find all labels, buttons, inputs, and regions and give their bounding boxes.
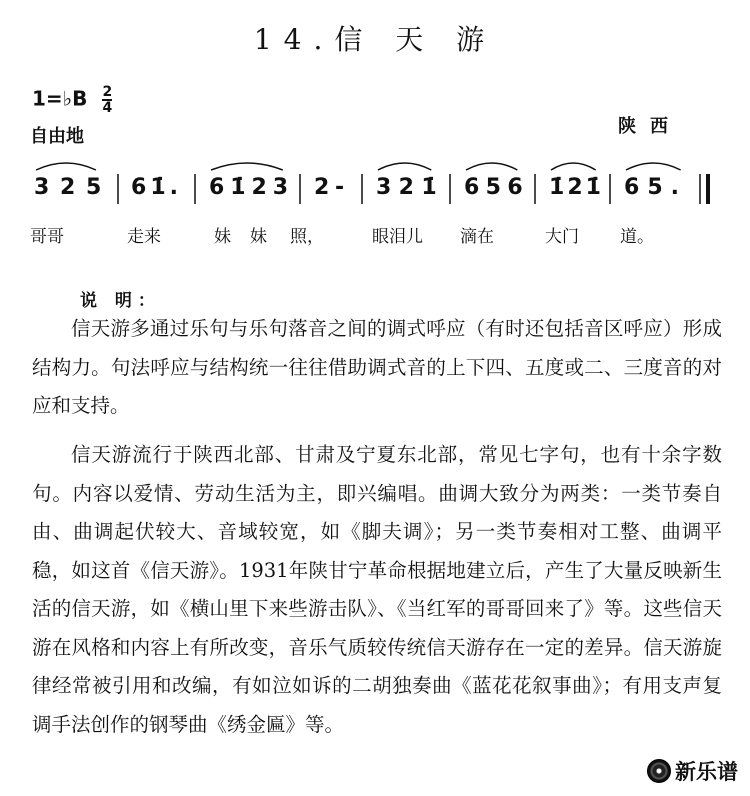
score-note: . — [670, 175, 680, 200]
score-note: 6 — [131, 175, 147, 200]
slur-arc — [36, 163, 96, 170]
score-note: 5 — [647, 175, 663, 200]
record-disc-icon — [647, 759, 671, 783]
slur-arc — [626, 163, 681, 170]
score-note: 1̇ — [585, 175, 601, 200]
explanation-heading: 说 明： — [80, 291, 161, 311]
lyric-5: 照， — [290, 227, 324, 247]
region-label: 陕西 — [618, 116, 682, 137]
score-note: 6 — [624, 175, 640, 200]
score-measure-1 — [34, 163, 101, 200]
score-note: 3 — [376, 175, 392, 200]
lyric-7: 滴在 — [460, 227, 494, 247]
watermark-text: 新乐谱 — [675, 760, 738, 784]
explanation-paragraph-2: 信天游流行于陕西北部、甘肃及宁夏东北部，常见七字句，也有十余字数句。内容以爱情、劳动生活为主，即兴编唱。曲调大致分为两类：一类节奏自由、曲调起伏较大、音域较宽，如《脚夫调》；另一类节奏相对工整、曲调平稳，如这首《信天游》。1931年陕甘宁革命根据地建立后，产生了大量反映新生活的信天游，如《横山里下来些游击队》、《当红军的哥哥回来了》等。这些信天游在风格和内容上有所改变，音乐气质较传统信天游存在一定的差异。信天游旋律经常被引用和改编，有如泣如诉的二胡独奏曲《蓝花花叙事曲》；有用支声复调手法创作的钢琴曲《绣金匾》等。 — [32, 443, 722, 736]
lyric-6: 眼泪儿 — [372, 227, 423, 247]
page-title: 14.信 天 游 — [253, 23, 497, 56]
lyric-4: 妹 — [250, 227, 267, 247]
score-note: 5 — [86, 175, 102, 200]
lyric-2: 走来 — [127, 227, 161, 247]
score-measure-8 — [624, 163, 681, 200]
score-line — [0, 150, 750, 220]
slur-arc — [378, 163, 431, 170]
score-note: 1̇ — [549, 175, 565, 200]
score-note: 2 — [567, 175, 583, 200]
score-note: 2 — [60, 175, 76, 200]
score-note: 1̇ — [230, 175, 246, 200]
score-note: 2 — [314, 175, 330, 200]
slur-arc — [466, 163, 517, 170]
score-note: - — [335, 175, 345, 200]
lyric-9: 道。 — [620, 227, 654, 247]
score-measure-3 — [209, 163, 288, 200]
lyric-1: 哥哥 — [30, 227, 64, 247]
key-signature-text: 1=♭B — [32, 86, 88, 111]
score-measure-6 — [464, 163, 523, 200]
score-note: 2 — [251, 175, 267, 200]
watermark — [647, 756, 738, 786]
time-signature — [102, 86, 112, 114]
score-measure-5 — [376, 163, 437, 200]
key-signature — [32, 86, 112, 114]
score-note: 1̇ — [421, 175, 437, 200]
score-note: 3 — [34, 175, 50, 200]
score-note: 2 — [398, 175, 414, 200]
score-measure-7 — [549, 163, 601, 200]
explanation-paragraph-1: 信天游多通过乐句与乐句落音之间的调式呼应（有时还包括音区呼应）形成结构力。句法呼应与结构统一往往借助调式音的上下四、五度或二、三度音的对应和支持。 — [32, 317, 722, 417]
score-measure-4 — [314, 175, 344, 200]
tempo-marking: 自由地 — [30, 126, 84, 147]
slur-arc — [551, 163, 596, 170]
slur-arc — [211, 163, 283, 170]
score-note: 6 — [464, 175, 480, 200]
score-note: 6 — [209, 175, 225, 200]
score-measure-2 — [131, 175, 178, 200]
score-note: 1̇ — [150, 175, 166, 200]
score-note: 3 — [272, 175, 289, 200]
lyrics-line — [0, 222, 750, 252]
time-signature-top: 2 — [102, 84, 113, 100]
time-signature-bottom: 4 — [102, 100, 113, 116]
score-note: . — [169, 175, 179, 200]
lyric-8: 大门 — [545, 227, 579, 247]
score-note: 5 — [485, 175, 501, 200]
score-note: 6 — [507, 175, 523, 200]
lyric-3: 妹 — [214, 227, 231, 247]
